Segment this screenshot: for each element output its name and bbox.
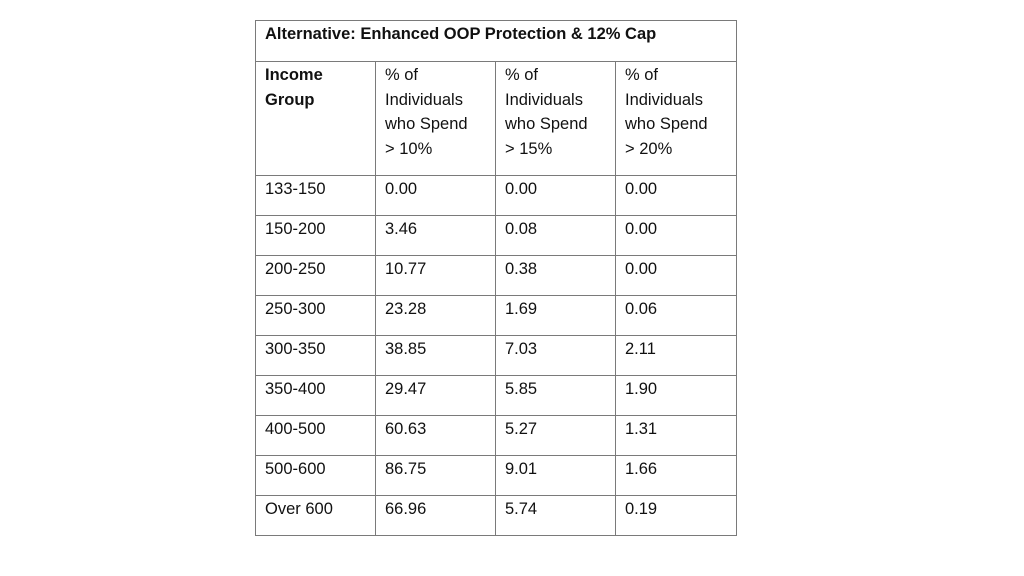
income-group-cell: 350-400 bbox=[256, 376, 376, 416]
pct-over-20-cell: 1.66 bbox=[616, 456, 737, 496]
pct-over-10-cell: 10.77 bbox=[376, 256, 496, 296]
pct-over-20-cell: 1.31 bbox=[616, 416, 737, 456]
header-line: who Spend bbox=[505, 115, 588, 133]
table-row bbox=[256, 296, 737, 336]
income-group-cell: 200-250 bbox=[256, 256, 376, 296]
table-row bbox=[256, 216, 737, 256]
pct-over-20-cell: 0.00 bbox=[616, 176, 737, 216]
pct-over-10-cell: 29.47 bbox=[376, 376, 496, 416]
table-row bbox=[256, 336, 737, 376]
table-row bbox=[256, 456, 737, 496]
header-line: > 20% bbox=[625, 139, 673, 158]
pct-over-10-cell: 38.85 bbox=[376, 336, 496, 376]
table-row bbox=[256, 496, 737, 536]
pct-over-20-cell: 0.00 bbox=[616, 216, 737, 256]
table-header-row bbox=[256, 62, 737, 176]
table-row bbox=[256, 256, 737, 296]
pct-over-20-cell: 0.19 bbox=[616, 496, 737, 536]
income-group-cell: 300-350 bbox=[256, 336, 376, 376]
header-line: > 10% bbox=[385, 139, 433, 158]
header-line: who Spend bbox=[385, 115, 468, 133]
header-pct-over-10 bbox=[376, 62, 496, 176]
table-row bbox=[256, 376, 737, 416]
pct-over-15-cell: 0.00 bbox=[496, 176, 616, 216]
pct-over-20-cell: 2.11 bbox=[616, 336, 737, 376]
header-line: % of bbox=[625, 66, 659, 84]
table-row bbox=[256, 176, 737, 216]
header-line: who Spend bbox=[625, 115, 708, 133]
pct-over-10-cell: 0.00 bbox=[376, 176, 496, 216]
pct-over-10-cell: 66.96 bbox=[376, 496, 496, 536]
header-line: Individuals bbox=[625, 90, 703, 109]
pct-over-15-cell: 0.38 bbox=[496, 256, 616, 296]
income-group-cell: 150-200 bbox=[256, 216, 376, 256]
header-line: % of bbox=[505, 66, 539, 84]
oop-protection-table bbox=[255, 20, 737, 536]
pct-over-10-cell: 3.46 bbox=[376, 216, 496, 256]
header-pct-over-15 bbox=[496, 62, 616, 176]
pct-over-15-cell: 0.08 bbox=[496, 216, 616, 256]
table-title: Alternative: Enhanced OOP Protection & 12% Cap bbox=[256, 21, 737, 62]
pct-over-10-cell: 60.63 bbox=[376, 416, 496, 456]
pct-over-10-cell: 86.75 bbox=[376, 456, 496, 496]
pct-over-15-cell: 5.85 bbox=[496, 376, 616, 416]
header-line: Individuals bbox=[385, 90, 463, 109]
header-income-group bbox=[256, 62, 376, 176]
pct-over-15-cell: 5.74 bbox=[496, 496, 616, 536]
pct-over-20-cell: 0.00 bbox=[616, 256, 737, 296]
header-line: > 15% bbox=[505, 139, 553, 158]
income-group-cell: 250-300 bbox=[256, 296, 376, 336]
income-group-cell: 500-600 bbox=[256, 456, 376, 496]
pct-over-15-cell: 7.03 bbox=[496, 336, 616, 376]
table-row bbox=[256, 416, 737, 456]
pct-over-15-cell: 9.01 bbox=[496, 456, 616, 496]
pct-over-15-cell: 1.69 bbox=[496, 296, 616, 336]
header-line: Individuals bbox=[505, 90, 583, 109]
table-title-row bbox=[256, 21, 737, 62]
pct-over-10-cell: 23.28 bbox=[376, 296, 496, 336]
pct-over-20-cell: 1.90 bbox=[616, 376, 737, 416]
income-group-cell: 400-500 bbox=[256, 416, 376, 456]
income-group-cell: 133-150 bbox=[256, 176, 376, 216]
header-pct-over-20 bbox=[616, 62, 737, 176]
pct-over-20-cell: 0.06 bbox=[616, 296, 737, 336]
pct-over-15-cell: 5.27 bbox=[496, 416, 616, 456]
header-line: % of bbox=[385, 66, 419, 84]
header-line: Group bbox=[265, 90, 315, 109]
income-group-cell: Over 600 bbox=[256, 496, 376, 536]
header-line: Income bbox=[265, 66, 323, 84]
